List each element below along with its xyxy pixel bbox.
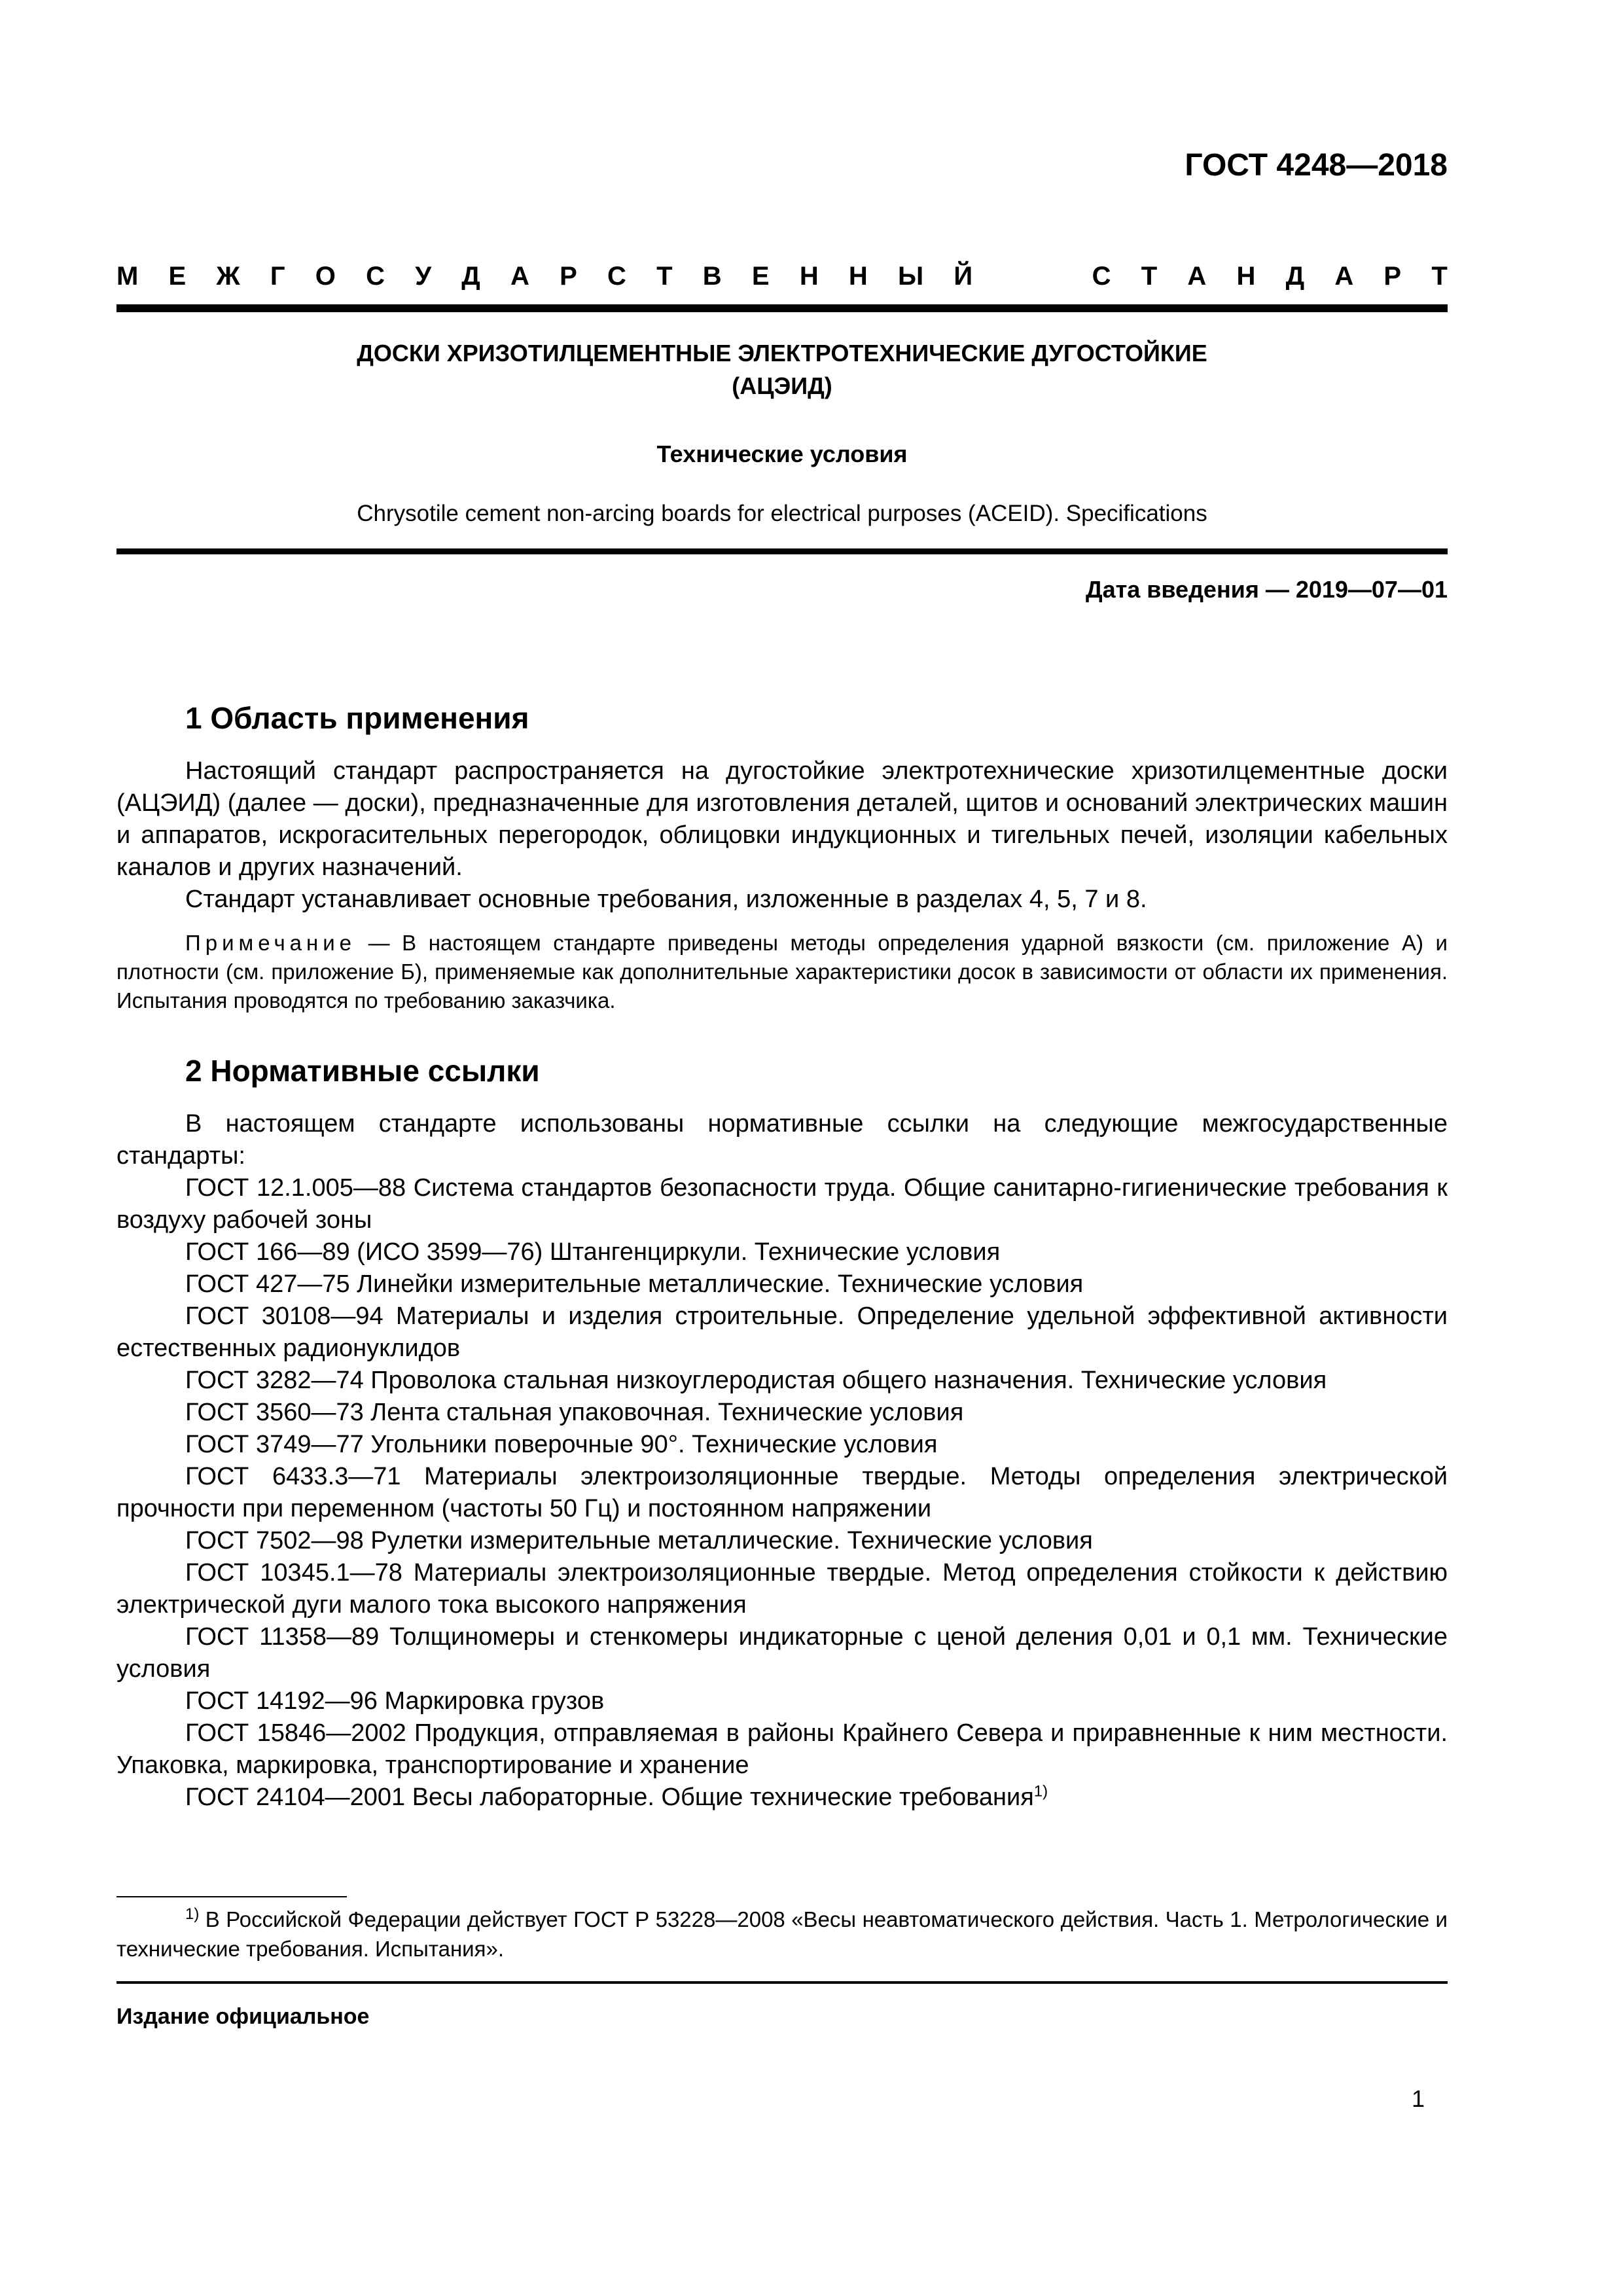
section-1-heading: 1 Область применения xyxy=(185,701,529,735)
banner-letter: Ж xyxy=(216,262,240,291)
banner-letter: Е xyxy=(751,262,770,291)
banner-letter: Н xyxy=(848,262,868,291)
section-2-intro: В настоящем стандарте использованы нормативные ссылки на следующие межгосударственные стандарты: xyxy=(116,1110,1448,1170)
note-text: — В настоящем стандарте приведены методы определения ударной вязкости (см. приложение А) и плотности (см. приложение Б), применяемые как дополнительные характеристики досок в зависимости от области их применения. Испытания проводятся по требованию заказчика. xyxy=(116,931,1448,1013)
banner-letter: Т xyxy=(1431,262,1448,291)
footnote-divider xyxy=(116,1896,347,1897)
reference-item: ГОСТ 15846—2002 Продукция, отправляемая в районы Крайнего Севера и приравненные к ним местности. Упаковка, маркировка, транспортирование и хранение xyxy=(116,1719,1448,1779)
reference-item: ГОСТ 7502—98 Рулетки измерительные металлические. Технические условия xyxy=(185,1527,1093,1554)
banner-letter: Р xyxy=(1383,262,1402,291)
section-1-paragraph: Стандарт устанавливает основные требования, изложенные в разделах 4, 5, 7 и 8. xyxy=(185,886,1147,913)
document-title: ДОСКИ ХРИЗОТИЛЦЕМЕНТНЫЕ ЭЛЕКТРОТЕХНИЧЕСКИЕ ДУГОСТОЙКИЕ xyxy=(357,340,1207,367)
page-number: 1 xyxy=(1411,2085,1425,2112)
banner-letter: Р xyxy=(560,262,577,291)
document-subtitle: Технические условия xyxy=(656,440,908,467)
footnote-marker[interactable]: 1) xyxy=(1033,1782,1048,1801)
banner-letter: М xyxy=(116,262,139,291)
banner-letter: Й xyxy=(954,262,973,291)
banner-letter: Д xyxy=(1285,262,1305,291)
banner-letter: Н xyxy=(799,262,819,291)
banner-word-gap xyxy=(1003,262,1061,291)
banner-letter: Т xyxy=(1141,262,1158,291)
banner-letter: С xyxy=(1092,262,1111,291)
reference-item: ГОСТ 11358—89 Толщиномеры и стенкомеры индикаторные с ценой деления 0,01 и 0,1 мм. Технические условия xyxy=(116,1623,1448,1683)
reference-item: ГОСТ 30108—94 Материалы и изделия строительные. Определение удельной эффективной активности естественных радионуклидов xyxy=(116,1302,1448,1362)
section-2-heading: 2 Нормативные ссылки xyxy=(185,1054,540,1088)
section-1-paragraph: Настоящий стандарт распространяется на дугостойкие электротехнические хризотилцементные доски (АЦЭИД) (далее — доски), предназначенные для изготовления деталей, щитов и оснований электрических машин и аппаратов, искрогасительных перегородок, облицовки индукционных и тигельных печей, изоляции кабельных каналов и других назначений. xyxy=(116,757,1448,881)
reference-item-last xyxy=(116,1782,1448,1814)
banner-letter: А xyxy=(1187,262,1207,291)
banner-letter: С xyxy=(607,262,626,291)
banner-letter: А xyxy=(1334,262,1354,291)
note-label: Примечание xyxy=(185,931,357,955)
top-divider xyxy=(116,304,1448,312)
reference-item: ГОСТ 12.1.005—88 Система стандартов безопасности труда. Общие санитарно-гигиенические требования к воздуху рабочей зоны xyxy=(116,1174,1448,1234)
banner-letter: Е xyxy=(168,262,187,291)
reference-text: ГОСТ 24104—2001 Весы лабораторные. Общие технические требования xyxy=(185,1784,1034,1811)
introduction-date: Дата введения — 2019—07—01 xyxy=(1085,576,1448,603)
interstate-standard-banner xyxy=(116,262,1448,291)
reference-item: ГОСТ 427—75 Линейки измерительные металлические. Технические условия xyxy=(185,1270,1084,1298)
banner-letter: Д xyxy=(461,262,480,291)
section-1-note xyxy=(116,929,1448,1015)
footnote xyxy=(116,1905,1448,1964)
document-number: ГОСТ 4248—2018 xyxy=(1185,148,1448,183)
footnote-number: 1) xyxy=(185,1905,200,1923)
reference-item: ГОСТ 6433.3—71 Материалы электроизоляционные твердые. Методы определения электрической прочности при переменном (частоты 50 Гц) и постоянном напряжении xyxy=(116,1463,1448,1522)
reference-item: ГОСТ 3560—73 Лента стальная упаковочная. Технические условия xyxy=(185,1399,964,1426)
banner-letter: А xyxy=(510,262,529,291)
banner-letter: Н xyxy=(1236,262,1256,291)
banner-letter: Ы xyxy=(898,262,924,291)
footnote-text: В Российской Федерации действует ГОСТ Р 53228—2008 «Весы неавтоматического действия. Часть 1. Метрологические и технические требования. Испытания». xyxy=(116,1907,1448,1961)
document-title-abbr: (АЦЭИД) xyxy=(732,372,832,399)
reference-item: ГОСТ 10345.1—78 Материалы электроизоляционные твердые. Метод определения стойкости к действию электрической дуги малого тока высокого напряжения xyxy=(116,1559,1448,1619)
banner-letter: Г xyxy=(270,262,285,291)
banner-letter: С xyxy=(366,262,385,291)
reference-item: ГОСТ 14192—96 Маркировка грузов xyxy=(185,1687,605,1715)
reference-item: ГОСТ 3282—74 Проволока стальная низкоуглеродистая общего назначения. Технические условия xyxy=(185,1367,1327,1394)
footer-divider xyxy=(116,1981,1448,1984)
title-block xyxy=(116,337,1448,527)
reference-item: ГОСТ 3749—77 Угольники поверочные 90°. Технические условия xyxy=(185,1431,938,1458)
main-content xyxy=(116,700,1448,1814)
official-edition-label: Издание официальное xyxy=(116,2004,370,2029)
english-title: Chrysotile cement non-arcing boards for electrical purposes (ACEID). Specifications xyxy=(357,501,1207,526)
banner-letter: У xyxy=(415,262,432,291)
banner-letter: О xyxy=(315,262,336,291)
title-divider xyxy=(116,548,1448,554)
banner-letter: В xyxy=(702,262,722,291)
reference-item: ГОСТ 166—89 (ИСО 3599—76) Штангенциркули. Технические условия xyxy=(185,1238,1001,1266)
banner-letter: Т xyxy=(656,262,673,291)
